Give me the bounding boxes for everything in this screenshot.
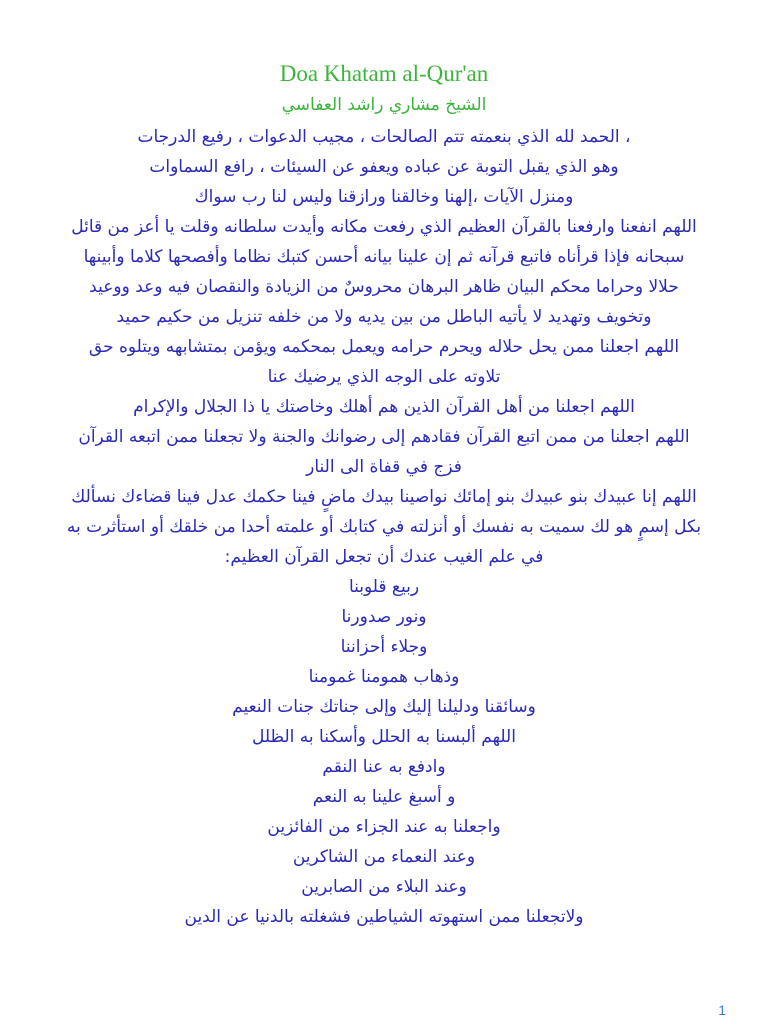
text-line: وهو الذي يقبل التوبة عن عباده ويعفو عن السيئات ، رافع السماوات — [149, 157, 619, 177]
text-line: و أسبغ علينا به النعم — [312, 787, 456, 807]
text-line: اللهم اجعلنا ممن يحل حلاله ويحرم حرامه ويعمل بمحكمه ويؤمن بمتشابهه ويتلوه حق — [88, 337, 680, 357]
document-title: Doa Khatam al-Qur'an — [279, 61, 489, 86]
text-line: ونور صدورنا — [341, 607, 427, 627]
text-line: وسائقنا ودليلنا إليك وإلى جناتك جنات النعيم — [232, 697, 536, 717]
text-line: اللهم اجعلنا من أهل القرآن الذين هم أهلك وخاصتك يا ذا الجلال والإكرام — [133, 397, 635, 417]
text-line: وتخويف وتهديد لا يأتيه الباطل من بين يديه ولا من خلفه تنزيل من حكيم حميد — [116, 307, 652, 327]
text-line: سبحانه فإذا قرأناه فاتبع قرآنه ثم إن علينا بيانه أحسن كتبك نظاما وأفصحها كلاما وأبينها — [83, 247, 685, 267]
text-line: اللهم ألبسنا به الحلل وأسكنا به الظلل — [252, 727, 516, 747]
text-line: ربيع قلوبنا — [348, 577, 420, 597]
text-line: حلالا وحراما محكم البيان ظاهر البرهان محروسٌ من الزيادة والنقصان فيه وعد ووعيد — [89, 277, 679, 297]
text-line: وادفع به عنا النقم — [322, 757, 446, 777]
text-line: فزج في قفاة الى النار — [306, 457, 462, 477]
text-line: ولاتجعلنا ممن استهوته الشياطين فشغلته بالدنيا عن الدين — [184, 907, 584, 927]
text-line: واجعلنا به عند الجزاء من الفائزين — [267, 817, 501, 837]
text-line: وجلاء أحزاننا — [340, 637, 428, 657]
text-line: اللهم اجعلنا من ممن اتبع القرآن فقادهم إلى رضوانك والجنة ولا تجعلنا ممن اتبعه القرآن — [78, 427, 690, 447]
text-line: اللهم إنا عبيدك بنو عبيدك بنو إمائك نواصينا بيدك ماضٍ فينا حكمك عدل فينا قضاءك نسألك — [71, 487, 697, 507]
text-line: تلاوته على الوجه الذي يرضيك عنا — [267, 367, 501, 387]
text-line: ومنزل الآيات ،إلهنا وخالقنا ورازقنا وليس لنا رب سواك — [194, 187, 574, 207]
text-line: ، الحمد لله الذي بنعمته تتم الصالحات ، مجيب الدعوات ، رفيع الدرجات — [137, 127, 631, 147]
page-number: 1 — [718, 1002, 726, 1018]
prayer-text — [24, 122, 744, 932]
text-line: في علم الغيب عندك أن تجعل القرآن العظيم: — [224, 547, 544, 567]
text-line: اللهم انفعنا وارفعنا بالقرآن العظيم الذي رفعت مكانه وأيدت سلطانه وقلت يا أعز من قائل — [71, 217, 697, 237]
text-line: وعند النعماء من الشاكرين — [292, 847, 476, 867]
text-line: وعند البلاء من الصابرين — [301, 877, 467, 897]
text-line: بكل إسمٍ هو لك سميت به نفسك أو أنزلته في كتابك أو علمته أحدا من خلقك أو استأثرت به — [66, 517, 702, 537]
text-line: وذهاب همومنا غمومنا — [308, 667, 460, 687]
document-subtitle: الشيخ مشاري راشد العفاسي — [281, 95, 487, 115]
